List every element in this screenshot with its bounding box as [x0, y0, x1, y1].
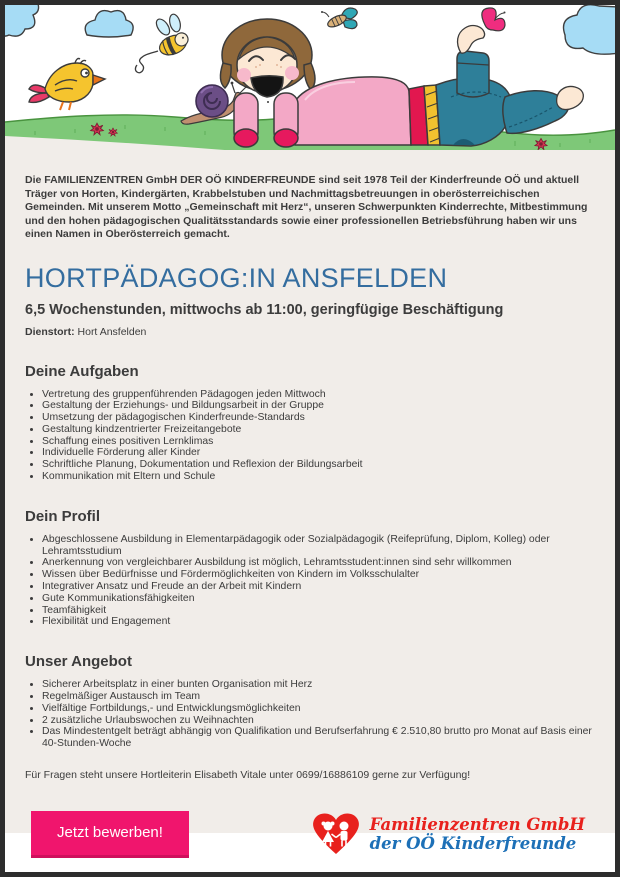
- bullet-item: • Integrativer Ansatz und Freude an der Arbeit mit Kindern: [42, 581, 607, 593]
- logo-text: [370, 815, 585, 853]
- angebot-list: [25, 679, 607, 750]
- bullet-item: • Sicherer Arbeitsplatz in einer bunten Organisation mit Herz: [42, 679, 607, 691]
- bullet-item: • Das Mindestentgelt beträgt abhängig von Qualifikation und Berufserfahrung € 2.510,80 brutto pro Monat auf Basis einer 40-Stunden-Woche: [42, 726, 607, 750]
- heart-logo-icon: [309, 810, 363, 858]
- bullet-item: • Regelmäßiger Austausch im Team: [42, 691, 607, 703]
- company-logo[interactable]: [309, 810, 585, 858]
- bullet-item: • Wissen über Bedürfnisse und Fördermöglichkeiten von Kindern im Volksschulalter: [42, 569, 607, 581]
- bullet-item: • Abgeschlossene Ausbildung in Elementarpädagogik oder Sozialpädagogik (Reifeprüfung, Diplom, Kolleg) oder Lehramtsstudium: [42, 534, 607, 558]
- intro-paragraph: Die FAMILIENZENTREN GmbH DER OÖ KINDERFREUNDE sind seit 1978 Teil der Kinderfreunde OÖ und aktuell Träger von Horten, Kindergärten, Krabbelstuben und Nachmittagsbetreuungen in oberösterreichischen Gemeinden. Mit unserem Motto „Gemeinschaft mit Herz“, unseren Schwerpunkten Kinderrechte, Mitbestimmung und den hohen pädagogischen Qualitätsstandards sowie einer professionellen Betriebsführung haben wir uns einen Namen in Oberösterreich gemacht.: [25, 174, 588, 240]
- bullet-item: • Umsetzung der pädagogischen Kinderfreunde-Standards: [42, 412, 607, 424]
- job-location: [25, 326, 607, 338]
- bullet-item: • 2 zusätzliche Urlaubswochen zu Weihnachten: [42, 715, 607, 727]
- bullet-item: • Vertretung des gruppenführenden Pädagogen jeden Mittwoch: [42, 389, 607, 401]
- header-illustration: [5, 5, 615, 150]
- cta-row: [25, 810, 607, 858]
- bullet-item: • Teamfähigkeit: [42, 605, 607, 617]
- logo-line1: Familienzentren GmbH: [369, 815, 585, 835]
- job-subtitle: 6,5 Wochenstunden, mittwochs ab 11:00, geringfügige Beschäftigung: [25, 301, 504, 318]
- job-location-label: Dienstort:: [25, 325, 75, 338]
- aufgaben-list: [25, 389, 607, 483]
- bullet-item: • Vielfältige Fortbildungs,- und Entwicklungsmöglichkeiten: [42, 703, 607, 715]
- job-title: HORTPÄDAGOG:IN ANSFELDEN: [25, 262, 448, 293]
- bullet-item: • Individuelle Förderung aller Kinder: [42, 447, 607, 459]
- bullet-item: • Schaffung eines positiven Lernklimas: [42, 436, 607, 448]
- bullet-item: • Schriftliche Planung, Dokumentation und Reflexion der Bildungsarbeit: [42, 459, 607, 471]
- illustration-svg: [5, 5, 615, 150]
- bullet-item: • Gestaltung der Erziehungs- und Bildungsarbeit in der Gruppe: [42, 400, 607, 412]
- bullet-item: • Kommunikation mit Eltern und Schule: [42, 471, 607, 483]
- bullet-item: • Anerkennung von vergleichbarer Ausbildung ist möglich, Lehramtsstudent:innen sind sehr willkommen: [42, 557, 607, 569]
- flyer-body: [5, 150, 615, 854]
- bullet-item: • Flexibilität und Engagement: [42, 616, 607, 628]
- bullet-item: • Gute Kommunikationsfähigkeiten: [42, 593, 607, 605]
- apply-button[interactable]: Jetzt bewerben!: [31, 811, 189, 858]
- section-heading-profil: Dein Profil: [25, 507, 101, 525]
- logo-line2: der OÖ Kinderfreunde: [369, 834, 577, 854]
- section-heading-aufgaben: Deine Aufgaben: [25, 362, 139, 380]
- bullet-item: • Gestaltung kindzentrierter Freizeitangebote: [42, 424, 607, 436]
- job-location-value: Hort Ansfelden: [77, 325, 147, 338]
- profil-list: [25, 534, 607, 628]
- contact-line: Für Fragen steht unsere Hortleiterin Elisabeth Vitale unter 0699/16886109 gerne zur Verfügung!: [25, 769, 471, 782]
- section-heading-angebot: Unser Angebot: [25, 653, 132, 671]
